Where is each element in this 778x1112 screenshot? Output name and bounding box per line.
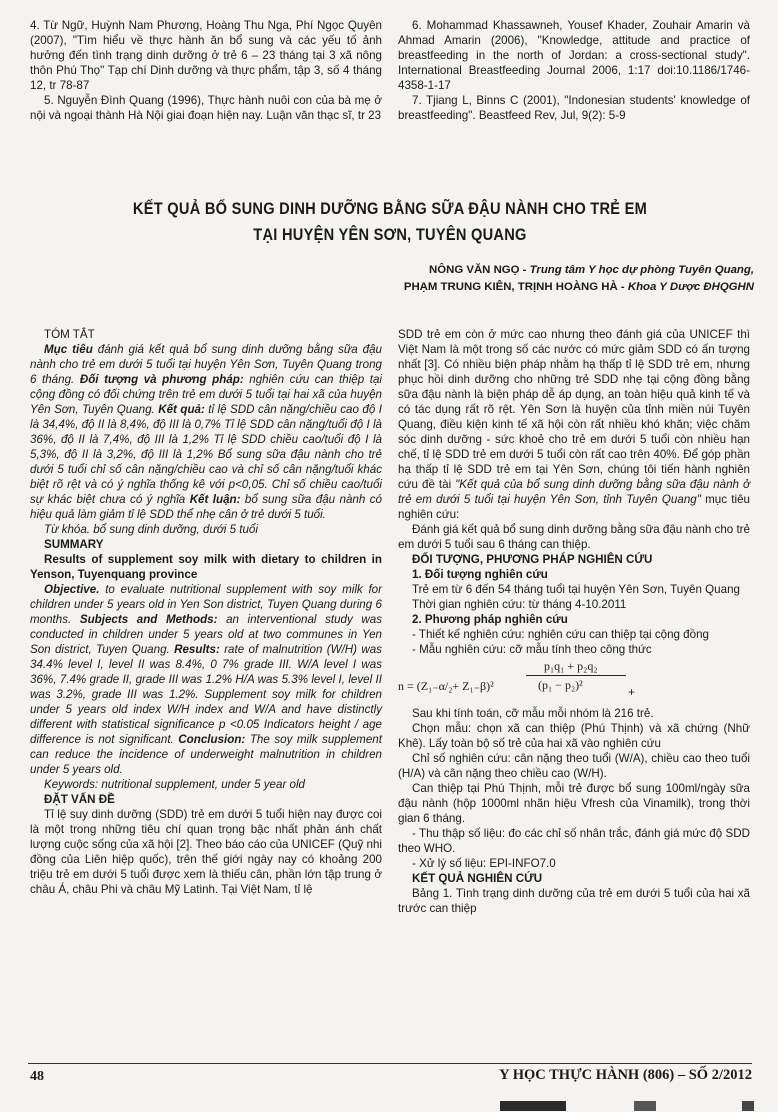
scan-artifact (634, 1101, 656, 1111)
intro-heading: ĐẶT VẤN ĐỀ (44, 793, 115, 806)
reference-6: 6. Mohammad Khassawneh, Yousef Khader, Zouhair Amarin và Ahmad Amarin (2006), "Knowledge, attitude and practice of breastfeeding in the north of Jordan: a cross-sectional study". International Breastfeeding Journal 2006, 1:17 doi:10.1186/1746-4358-1-17 (398, 19, 750, 92)
references-right (398, 18, 750, 123)
formula-numerator: p₁q₁ + p₂q₂ (544, 659, 598, 673)
sampling-text: Chọn mẫu: chọn xã can thiệp (Phú Thịnh) và xã chứng (Nhữ Khê). Lấy toàn bộ số trẻ của hai xã vào nghiên cứu (398, 722, 750, 750)
summary-en-body: Objective. to evaluate nutritional supplement with soy milk for children under 5 years old in Yen Son district, Tuyen Quang during 6 months. Subjects and Methods: an interventional study was conducted in children under 5 years old at two communes in Yen Son district, Tuyen Quang. Results: rate of malnutrition (W/H) was 34.4% level I, level II was 8.4%, 0 7% grade III. W/A level I was 36%, 7.4% grade II, grade III was 1.2% H/A was 5.3% level I, level II was 3.2%, grade III was 1.2%. Supplement soy milk for children under 5 years old index W/H index and W/A and have distinctly different with statistical significance p <0.05 Indicators height / age difference is not significant. Conclusion: The soy milk supplement can reduce the incidence of underweight malnutrition in children under 5 years old. (30, 583, 382, 776)
author-2: PHẠM TRUNG KIÊN, TRỊNH HOÀNG HÀ (403, 281, 618, 293)
table1-caption: Bảng 1. Tình trạng dinh dưỡng của trẻ em dưới 5 tuổi của hai xã trước can thiệp (398, 887, 750, 915)
summary-vn-heading: TÓM TẮT (44, 328, 95, 341)
left-column (30, 327, 382, 897)
reference-4: 4. Từ Ngữ, Huỳnh Nam Phương, Hoàng Thu Nga, Phí Ngọc Quyên (2007), "Tìm hiểu về thực hành ăn bổ sung và các yếu tố ảnh hưởng đến tình trạng dinh dưỡng ở trẻ 6 – 23 tháng tại 3 xã nông thôn Phú Thọ" Tạp chí Dinh dưỡng và thực phẩm, tập 3, số 4 tháng 12, tr 78-87 (30, 19, 382, 92)
formula-denominator: (p₁ − p₂)² (538, 678, 583, 692)
reference-7: 7. Tjiang L, Binns C (2001), "Indonesian students' knowledge of breastfeeding". Beastfeed Rev, Jul, 9(2): 5-9 (398, 94, 750, 122)
references-left (30, 18, 382, 123)
methods-heading: ĐỐI TƯỢNG, PHƯƠNG PHÁP NGHIÊN CỨU (412, 553, 653, 566)
intro-paragraph-cont: SDD trẻ em còn ở mức cao nhưng theo đánh giá của UNICEF thì Việt Nam là một trong số các nước có mức giảm SDD có ấn tượng nhất [3]. Có nhiều biện pháp nhằm hạ thấp tỉ lệ SDD trẻ em, nhưng phục hồi dinh dưỡng cho những trẻ SDD nhẹ tại cộng đồng bằng sữa đậu nành là biện pháp dễ áp dụng, an toàn hiệu quả kinh tế và có tác dụng rất rõ rệt. Yên Sơn là huyện của tỉnh miền núi Tuyên Quang, điều kiện kinh tế xã hội còn rất nhiều khó khăn; việc chăm sóc dinh dưỡng - sức khoẻ cho trẻ em dưới 5 tuổi còn nhiều hạn chế, tỉ lệ SDD trẻ em dưới 5 tuổi còn rất cao trên 40%. Để góp phần hạ thấp tỉ lệ SDD trẻ em tại Yên Sơn, chúng tôi tiến hành nghiên cứu đề tài "Kết quả của bổ sung dinh dưỡng bằng sữa đậu nành ở trẻ em dưới 5 tuổi tại huyện Yên Sơn, tỉnh Tuyên Quang" mục tiêu nghiên cứu: (398, 328, 751, 521)
summary-en-title: Results of supplement soy milk with dietary to children in Yenson, Tuyenquang province (30, 553, 382, 581)
affiliation-2: Khoa Y Dược ĐHQGHN (627, 281, 754, 293)
formula-lhs: n = (Z₁₋α/₂+ Z₁₋β)² (398, 679, 494, 693)
page-number: 48 (30, 1069, 44, 1084)
intro-paragraph: Tỉ lệ suy dinh dưỡng (SDD) trẻ em dưới 5 tuổi hiện nay được coi là một trong những tiêu chí quan trọng bậc nhất phản ánh chất lượng cuộc sống của xã hội [2]. Theo báo cáo của UNICEF (Quỹ nhi đồng của Liên hiệp quốc), trên thế giới ngày nay có khoảng 200 triệu trẻ em dưới 5 tuổi được xem là thiếu cân, phần lớn tập trung ở châu Á, châu Phi và châu Mỹ Latinh. Tại Việt Nam, tỉ lệ (30, 808, 382, 896)
methods-sub-2: 2. Phương pháp nghiên cứu (412, 613, 568, 626)
authors: NÔNG VĂN NGỌ - Trung tâm Y học dự phòng Tuyên Quang, PHẠM TRUNG KIÊN, TRỊNH HOÀNG HÀ - Khoa Y Dược ĐHQGHN (403, 264, 754, 293)
sample-formula-intro: - Mẫu nghiên cứu: cỡ mẫu tính theo công thức (412, 643, 652, 656)
results-heading: KẾT QUẢ NGHIÊN CỨU (412, 872, 543, 885)
author-1: NÔNG VĂN NGỌ (429, 264, 520, 276)
formula-fraction-bar (526, 675, 626, 676)
title-line-2: TẠI HUYỆN YÊN SƠN, TUYÊN QUANG (253, 225, 527, 244)
scan-artifact (742, 1101, 754, 1111)
summary-vn-keywords: Từ khóa. bổ sung dinh dưỡng, dưới 5 tuổi (44, 523, 258, 536)
sample-size-text: Sau khi tính toán, cỡ mẫu mỗi nhóm là 216 trẻ. (412, 707, 654, 720)
intervention-text: Can thiệp tại Phú Thịnh, mỗi trẻ được bổ sung 100ml/ngày sữa đậu nành (hộp 1000ml nhãn hiệu Vfresh của Vinamilk), trong thời gian 6 tháng. (398, 782, 750, 825)
sample-size-formula (398, 659, 750, 705)
analysis-text: - Xử lý số liệu: EPI-INFO7.0 (412, 857, 556, 870)
article-title (89, 196, 691, 248)
right-column (398, 327, 750, 916)
design-text: - Thiết kế nghiên cứu: nghiên cứu can thiệp tại cộng đồng (412, 628, 709, 641)
footer-rule (28, 1063, 752, 1064)
methods-sub-1: 1. Đối tượng nghiên cứu (412, 568, 548, 581)
subjects-text: Trẻ em từ 6 đến 54 tháng tuổi tại huyện Yên Sơn, Tuyên Quang (412, 583, 740, 596)
indicators-text: Chỉ số nghiên cứu: cân nặng theo tuổi (W/A), chiều cao theo tuổi (H/A) và cân nặng theo chiều cao (W/H). (398, 752, 750, 780)
summary-en-heading: SUMMARY (44, 538, 104, 551)
journal-issue: Y HỌC THỰC HÀNH (806) – SỐ 2/2012 (499, 1067, 752, 1083)
scan-artifact (500, 1101, 566, 1111)
scan-edge-artifacts (0, 1098, 778, 1112)
study-aim: Đánh giá kết quả bổ sung dinh dưỡng bằng sữa đậu nành cho trẻ em dưới 5 tuổi sau 6 tháng can thiệp. (398, 523, 750, 551)
data-collection-text: - Thu thập số liệu: đo các chỉ số nhân trắc, đánh giá mức độ SDD theo WHO. (398, 827, 750, 855)
formula-plus: + (628, 685, 636, 699)
summary-vn-body: Mục tiêu đánh giá kết quả bổ sung dinh dưỡng bằng sữa đậu nành cho trẻ em dưới 5 tuổi tại huyện Yên Sơn, Tuyên Quang trong 6 tháng. Đối tượng và phương pháp: nghiên cứu can thiệp tại cộng đồng có đối chứng trên trẻ em dưới 5 tuổi tại hai xã của huyện Yên Sơn, Tuyên Quang. Kết quả: tỉ lệ SDD cân nặng/chiều cao độ I là 34,4%, độ II là 8,4%, độ III là 0,7% Tỉ lệ SDD cân nặng/tuổi độ I là 36%, độ II là 7,4%, độ III là 1,2% Tỉ lệ SDD chiều cao/tuổi độ I là 5,3%, độ II là 3,2%, độ III là 1,2% Bổ sung sữa đậu nành cho trẻ dưới 5 tuổi chỉ số cân nặng/chiều cao và chỉ số cân nặng/tuổi khác biệt rõ rệt và có ý nghĩa thống kê với p<0,05. Chỉ số chiều cao/tuổi sự khác biệt chưa có ý nghĩa Kết luận: bổ sung sữa đậu nành có hiệu quả làm giảm tỉ lệ SDD thể nhẹ cân ở trẻ dưới 5 tuổi. (30, 343, 383, 521)
title-line-1: KẾT QUẢ BỔ SUNG DINH DƯỠNG BẰNG SỮA ĐẬU NÀNH CHO TRẺ EM (132, 199, 648, 218)
reference-5: 5. Nguyễn Đình Quang (1996), Thực hành nuôi con của bà mẹ ở nội và ngoại thành Hà Nội giai đoạn hiện nay. Luận văn thạc sĩ, tr 23 (30, 94, 382, 122)
summary-en-keywords: Keywords: nutritional supplement, under 5 year old (44, 778, 306, 791)
time-text: Thời gian nghiên cứu: từ tháng 4-10.2011 (412, 598, 627, 611)
affiliation-1: Trung tâm Y học dự phòng Tuyên Quang, (529, 264, 754, 276)
